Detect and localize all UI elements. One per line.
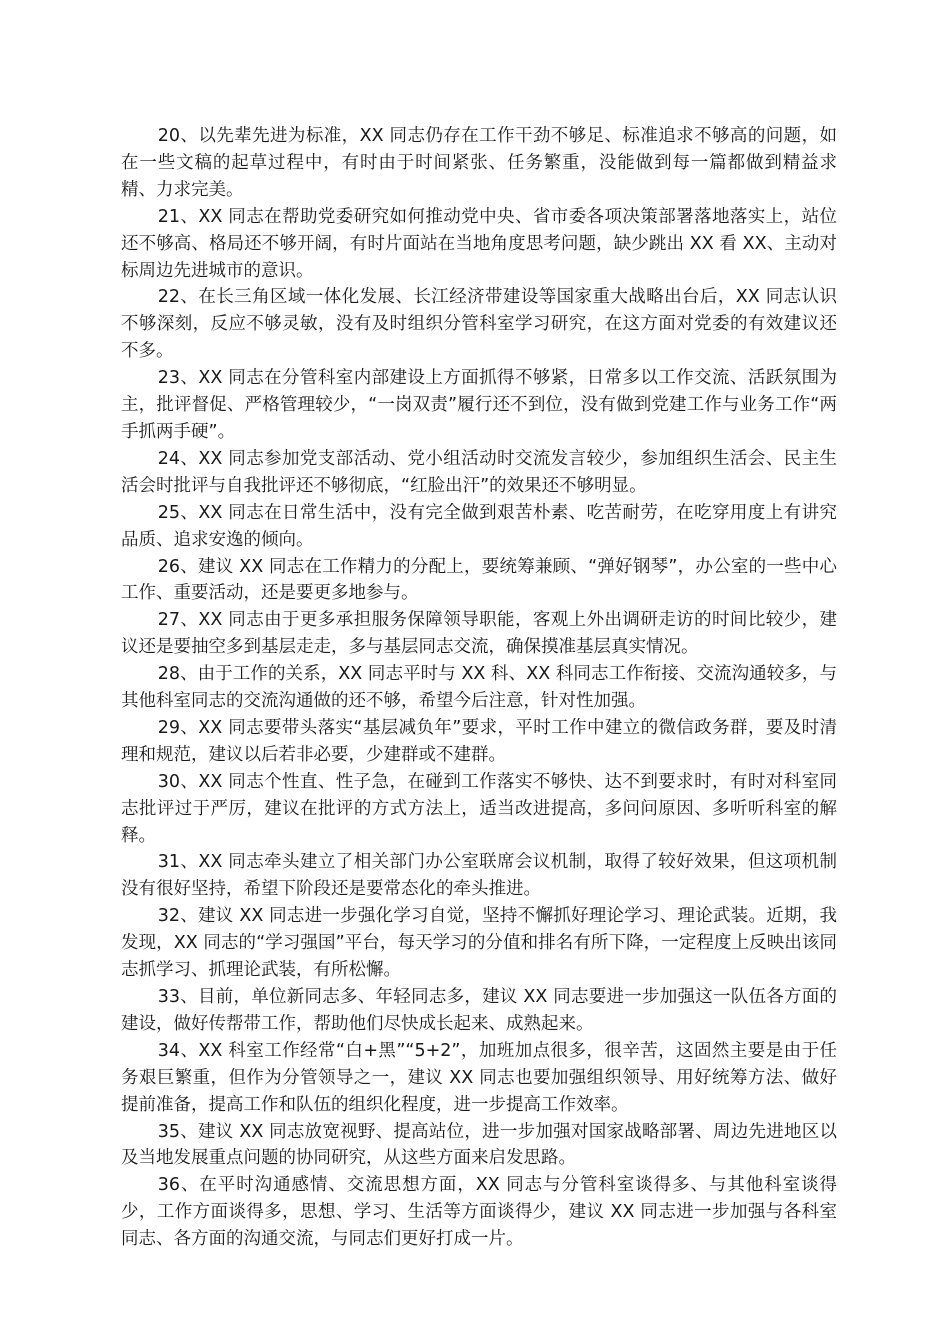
document-body — [121, 123, 837, 1253]
paragraph-20: 20、以先辈先进为标准，XX 同志仍存在工作干劲不够足、标准追求不够高的问题，如在一些文稿的起草过程中，有时由于时间紧张、任务繁重，没能做到每一篇都做到精益求精、力求完美。 — [121, 126, 837, 200]
paragraph-28: 28、由于工作的关系，XX 同志平时与 XX 科、XX 科同志工作衔接、交流沟通较多，与其他科室同志的交流沟通做的还不够，希望今后注意，针对性加强。 — [121, 664, 837, 712]
paragraph-31: 31、XX 同志牵头建立了相关部门办公室联席会议机制，取得了较好效果，但这项机制没有很好坚持，希望下阶段还是要常态化的牵头推进。 — [121, 852, 837, 900]
paragraph-23: 23、XX 同志在分管科室内部建设上方面抓得不够紧，日常多以工作交流、活跃氛围为主，批评督促、严格管理较少，“一岗双责”履行还不到位，没有做到党建工作与业务工作“两手抓两手硬”。 — [121, 368, 837, 442]
paragraph-32: 32、建议 XX 同志进一步强化学习自觉，坚持不懈抓好理论学习、理论武装。近期，我发现，XX 同志的“学习强国”平台，每天学习的分值和排名有所下降，一定程度上反映出该同志抓学习、抓理论武装，有所松懈。 — [121, 906, 837, 981]
paragraph-33: 33、目前，单位新同志多、年轻同志多，建议 XX 同志要进一步加强这一队伍各方面的建设，做好传帮带工作，帮助他们尽快成长起来、成熟起来。 — [121, 987, 837, 1034]
paragraph-24: 24、XX 同志参加党支部活动、党小组活动时交流发言较少，参加组织生活会、民主生活会时批评与自我批评还不够彻底，“红脸出汗”的效果还不够明显。 — [121, 448, 837, 496]
paragraph-21: 21、XX 同志在帮助党委研究如何推动党中央、省市委各项决策部署落地落实上，站位还不够高、格局还不够开阔，有时片面站在当地角度思考问题，缺少跳出 XX 看 XX、主动对标周边先进城市的意识。 — [121, 206, 837, 281]
paragraph-27: 27、XX 同志由于更多承担服务保障领导职能，客观上外出调研走访的时间比较少，建议还是要抽空多到基层走走，多与基层同志交流，确保摸准基层真实情况。 — [121, 610, 837, 658]
paragraph-36: 36、在平时沟通感情、交流思想方面，XX 同志与分管科室谈得多、与其他科室谈得少，工作方面谈得多，思想、学习、生活等方面谈得少，建议 XX 同志进一步加强与各科室同志、各方面的沟通交流，与同志们更好打成一片。 — [121, 1175, 837, 1250]
paragraph-22: 22、在长三角区域一体化发展、长江经济带建设等国家重大战略出台后，XX 同志认识不够深刻，反应不够灵敏，没有及时组织分管科室学习研究，在这方面对党委的有效建议还不多。 — [121, 287, 837, 362]
paragraph-34: 34、XX 科室工作经常“白+黑”“5+2”，加班加点很多，很辛苦，这固然主要是由于任务艰巨繁重，但作为分管领导之一，建议 XX 同志也要加强组织领导、用好统筹方法、做好提前准备，提高工作和队伍的组织化程度，进一步提高工作效率。 — [121, 1040, 837, 1115]
paragraph-26: 26、建议 XX 同志在工作精力的分配上，要统筹兼顾、“弹好钢琴”，办公室的一些中心工作、重要活动，还是要更多地参与。 — [121, 556, 837, 604]
paragraph-25: 25、XX 同志在日常生活中，没有完全做到艰苦朴素、吃苦耐劳，在吃穿用度上有讲究品质、追求安逸的倾向。 — [121, 502, 837, 550]
paragraph-30: 30、XX 同志个性直、性子急，在碰到工作落实不够快、达不到要求时，有时对科室同志批评过于严厉，建议在批评的方式方法上，适当改进提高，多问问原因、多听听科室的解释。 — [121, 771, 837, 846]
paragraph-35: 35、建议 XX 同志放宽视野、提高站位，进一步加强对国家战略部署、周边先进地区以及当地发展重点问题的协同研究，从这些方面来启发思路。 — [121, 1121, 837, 1169]
paragraph-29: 29、XX 同志要带头落实“基层减负年”要求，平时工作中建立的微信政务群，要及时清理和规范，建议以后若非必要，少建群或不建群。 — [121, 717, 837, 765]
